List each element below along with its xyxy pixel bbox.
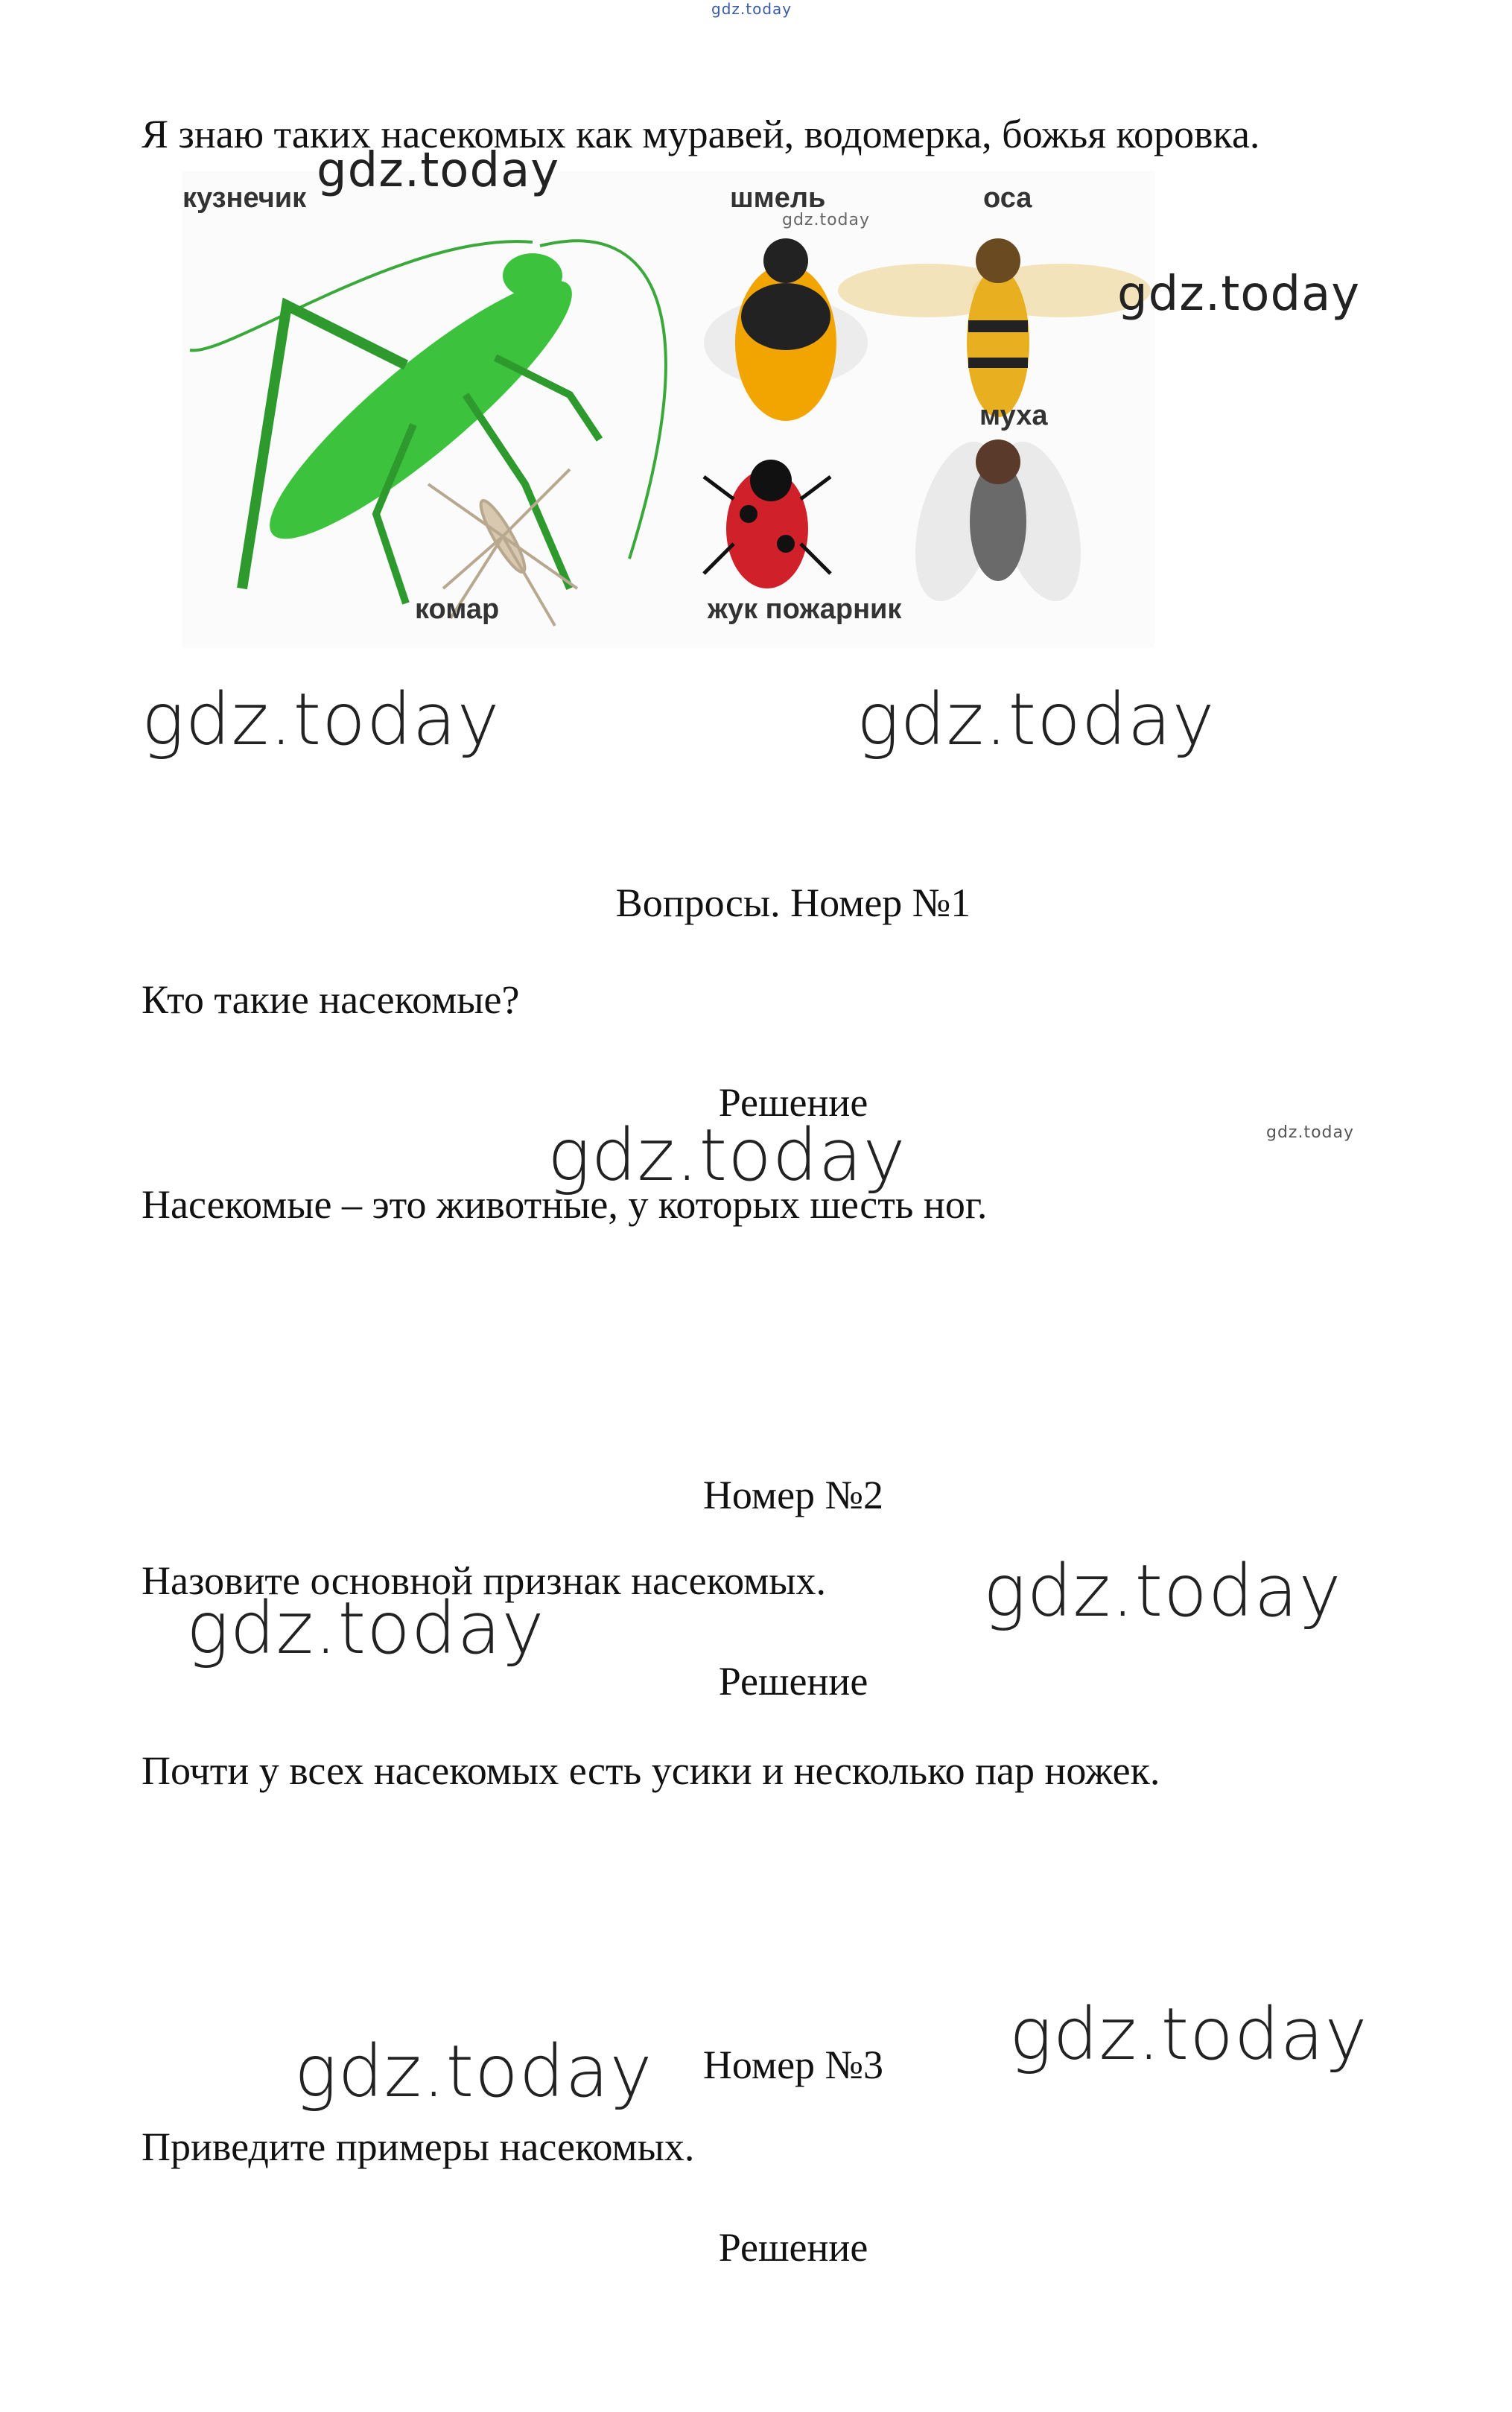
section-heading: Номер №3 bbox=[702, 2043, 884, 2087]
label-grasshopper: кузнечик bbox=[182, 183, 307, 214]
watermark: gdz.today bbox=[1117, 267, 1361, 322]
watermark: gdz.today bbox=[857, 678, 1216, 761]
question-text: Приведите примеры насекомых. bbox=[142, 2124, 695, 2169]
label-fly: муха bbox=[979, 400, 1048, 431]
solution-label: Решение bbox=[718, 1080, 868, 1125]
watermark: gdz.today bbox=[294, 2030, 653, 2113]
watermark: gdz.today bbox=[1266, 1123, 1355, 1142]
solution-label: Решение bbox=[718, 2225, 868, 2270]
label-mosquito: комар bbox=[415, 594, 500, 625]
label-bumblebee: шмель bbox=[730, 183, 826, 214]
section-heading: Номер №2 bbox=[702, 1473, 884, 1517]
section-heading: Вопросы. Номер №1 bbox=[615, 880, 971, 925]
answer-text: Насекомые – это животные, у которых шесть ног. bbox=[142, 1182, 988, 1227]
question-text: Назовите основной признак насекомых. bbox=[142, 1558, 827, 1603]
intro-text: Я знаю таких насекомых как муравей, водомерка, божья коровка. bbox=[142, 112, 1260, 156]
watermark: gdz.today bbox=[547, 1114, 906, 1197]
top-watermark: gdz.today bbox=[711, 0, 792, 18]
watermark: gdz.today bbox=[983, 1549, 1342, 1633]
insects-figure bbox=[182, 171, 1154, 648]
answer-text: Почти у всех насекомых есть усики и несколько пар ножек. bbox=[142, 1748, 1160, 1793]
watermark: gdz.today bbox=[186, 1587, 545, 1670]
question-text: Кто такие насекомые? bbox=[142, 977, 520, 1022]
figure-inline-watermark: gdz.today bbox=[782, 211, 871, 229]
watermark: gdz.today bbox=[317, 143, 560, 198]
solution-label: Решение bbox=[718, 1659, 868, 1704]
label-wasp: оса bbox=[983, 183, 1032, 214]
label-firebug: жук пожарник bbox=[708, 594, 902, 625]
watermark: gdz.today bbox=[142, 678, 501, 761]
watermark: gdz.today bbox=[1009, 1993, 1368, 2076]
